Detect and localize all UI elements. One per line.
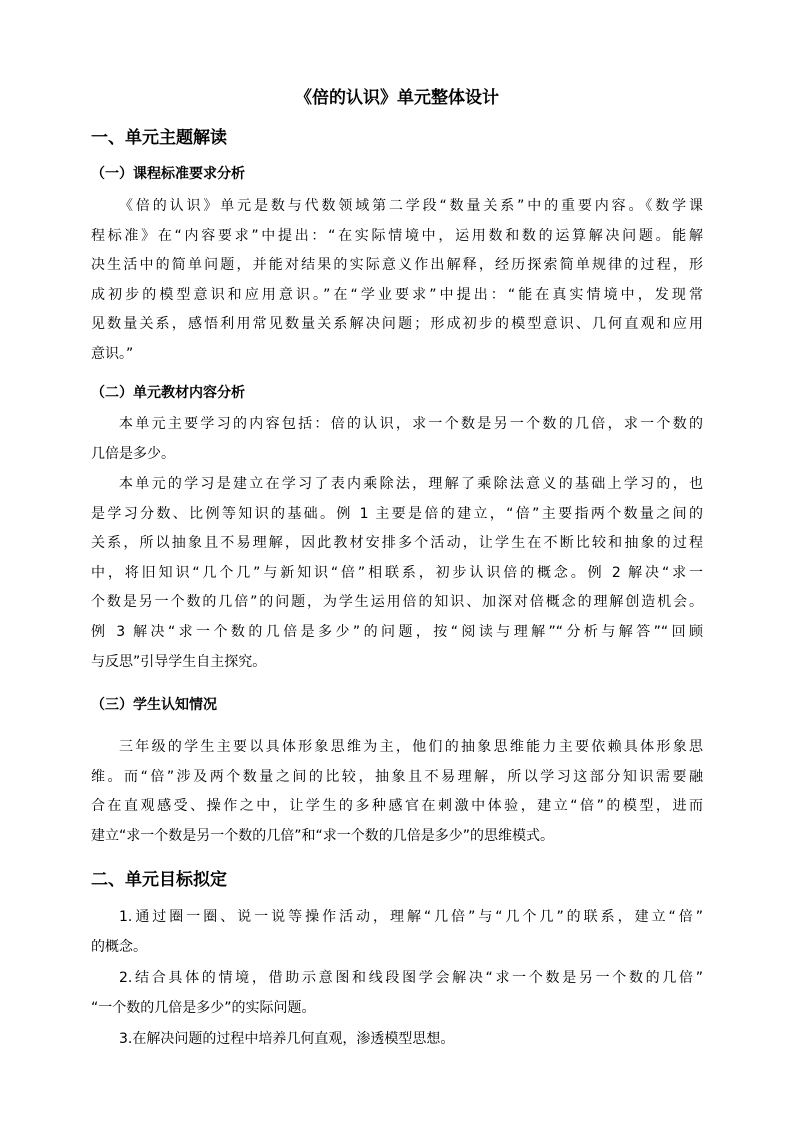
text-line: 关系，所以抽象且不易理解，因此教材安排多个活动，让学生在不断比较和抽象的过程 bbox=[91, 535, 703, 552]
text-line: “一个数的几倍是多少”的实际问题。 bbox=[91, 999, 316, 1016]
text-line: 本单元的学习是建立在学习了表内乘除法，理解了乘除法意义的基础上学习的，也 bbox=[119, 476, 703, 492]
text-line: 见数量关系，感悟利用常见数量关系解决问题；形成初步的模型意识、几何直观和应用 bbox=[91, 316, 703, 333]
text-line: 建立“求一个数是另一个数的几倍”和“求一个数的几倍是多少”的思维模式。 bbox=[91, 827, 555, 844]
subheading-curriculum-standard: （一）课程标准要求分析 bbox=[91, 166, 245, 182]
text-line: 与反思”引导学生自主探究。 bbox=[91, 653, 267, 670]
goal-item-3 bbox=[91, 1025, 703, 1055]
text-line: 合在直观感受、操作之中，让学生的多种感官在刺激中体验，建立“倍”的模型，进而 bbox=[91, 798, 703, 815]
text-line: 3.在解决问题的过程中培养几何直观，渗透模型思想。 bbox=[119, 1031, 455, 1047]
goal-item-1 bbox=[91, 903, 703, 962]
text-line: 个数是另一个数的几倍”的问题，为学生运用倍的知识、加深对倍概念的理解创造机会。 bbox=[91, 594, 703, 611]
text-line: 本单元主要学习的内容包括：倍的认识，求一个数是另一个数的几倍，求一个数的 bbox=[119, 416, 703, 432]
paragraph-curriculum-standard bbox=[91, 192, 703, 370]
text-line: 三年级的学生主要以具体形象思维为主，他们的抽象思维能力主要依赖具体形象思 bbox=[119, 739, 703, 755]
text-line: 的概念。 bbox=[91, 938, 147, 955]
text-line: 程标准》在“内容要求”中提出：“在实际情境中，运用数和数的运算解决问题。能解 bbox=[91, 227, 703, 244]
section-heading-unit-goals: 二、单元目标拟定 bbox=[91, 870, 227, 890]
document-title: 《倍的认识》单元整体设计 bbox=[295, 88, 499, 108]
text-line: 1.通过圈一圈、说一说等操作活动，理解“几倍”与“几个几”的联系，建立“倍” bbox=[119, 909, 703, 925]
subheading-textbook-analysis: （二）单元教材内容分析 bbox=[91, 385, 245, 401]
subheading-student-cognition: （三）学生认知情况 bbox=[91, 697, 217, 713]
paragraph-student-cognition bbox=[91, 733, 703, 851]
text-line: 是学习分数、比例等知识的基础。例 1 主要是倍的建立，“倍”主要指两个数量之间的 bbox=[91, 505, 703, 522]
text-line: 例 3 解决“求一个数的几倍是多少”的问题，按“阅读与理解”“分析与解答”“回顾 bbox=[91, 623, 703, 640]
text-line: 意识。” bbox=[91, 345, 134, 362]
text-line: 成初步的模型意识和应用意识。”在“学业要求”中提出：“能在真实情境中，发现常 bbox=[91, 286, 703, 303]
text-line: 决生活中的简单问题，并能对结果的实际意义作出解释，经历探索简单规律的过程，形 bbox=[91, 257, 703, 274]
text-line: 中，将旧知识“几个几”与新知识“倍”相联系，初步认识倍的概念。例 2 解决“求一 bbox=[91, 564, 703, 581]
paragraph-textbook-analysis bbox=[91, 470, 703, 677]
text-line: 《倍的认识》单元是数与代数领域第二学段“数量关系”中的重要内容。《数学课 bbox=[119, 198, 703, 214]
text-line: 几倍是多少。 bbox=[91, 445, 175, 462]
paragraph-textbook-content bbox=[91, 410, 703, 469]
section-heading-unit-theme: 一、单元主题解读 bbox=[91, 128, 227, 148]
goal-item-2 bbox=[91, 964, 703, 1023]
text-line: 2.结合具体的情境，借助示意图和线段图学会解决“求一个数是另一个数的几倍” bbox=[119, 970, 703, 986]
text-line: 维。而“倍”涉及两个数量之间的比较，抽象且不易理解，所以学习这部分知识需要融 bbox=[91, 768, 703, 785]
